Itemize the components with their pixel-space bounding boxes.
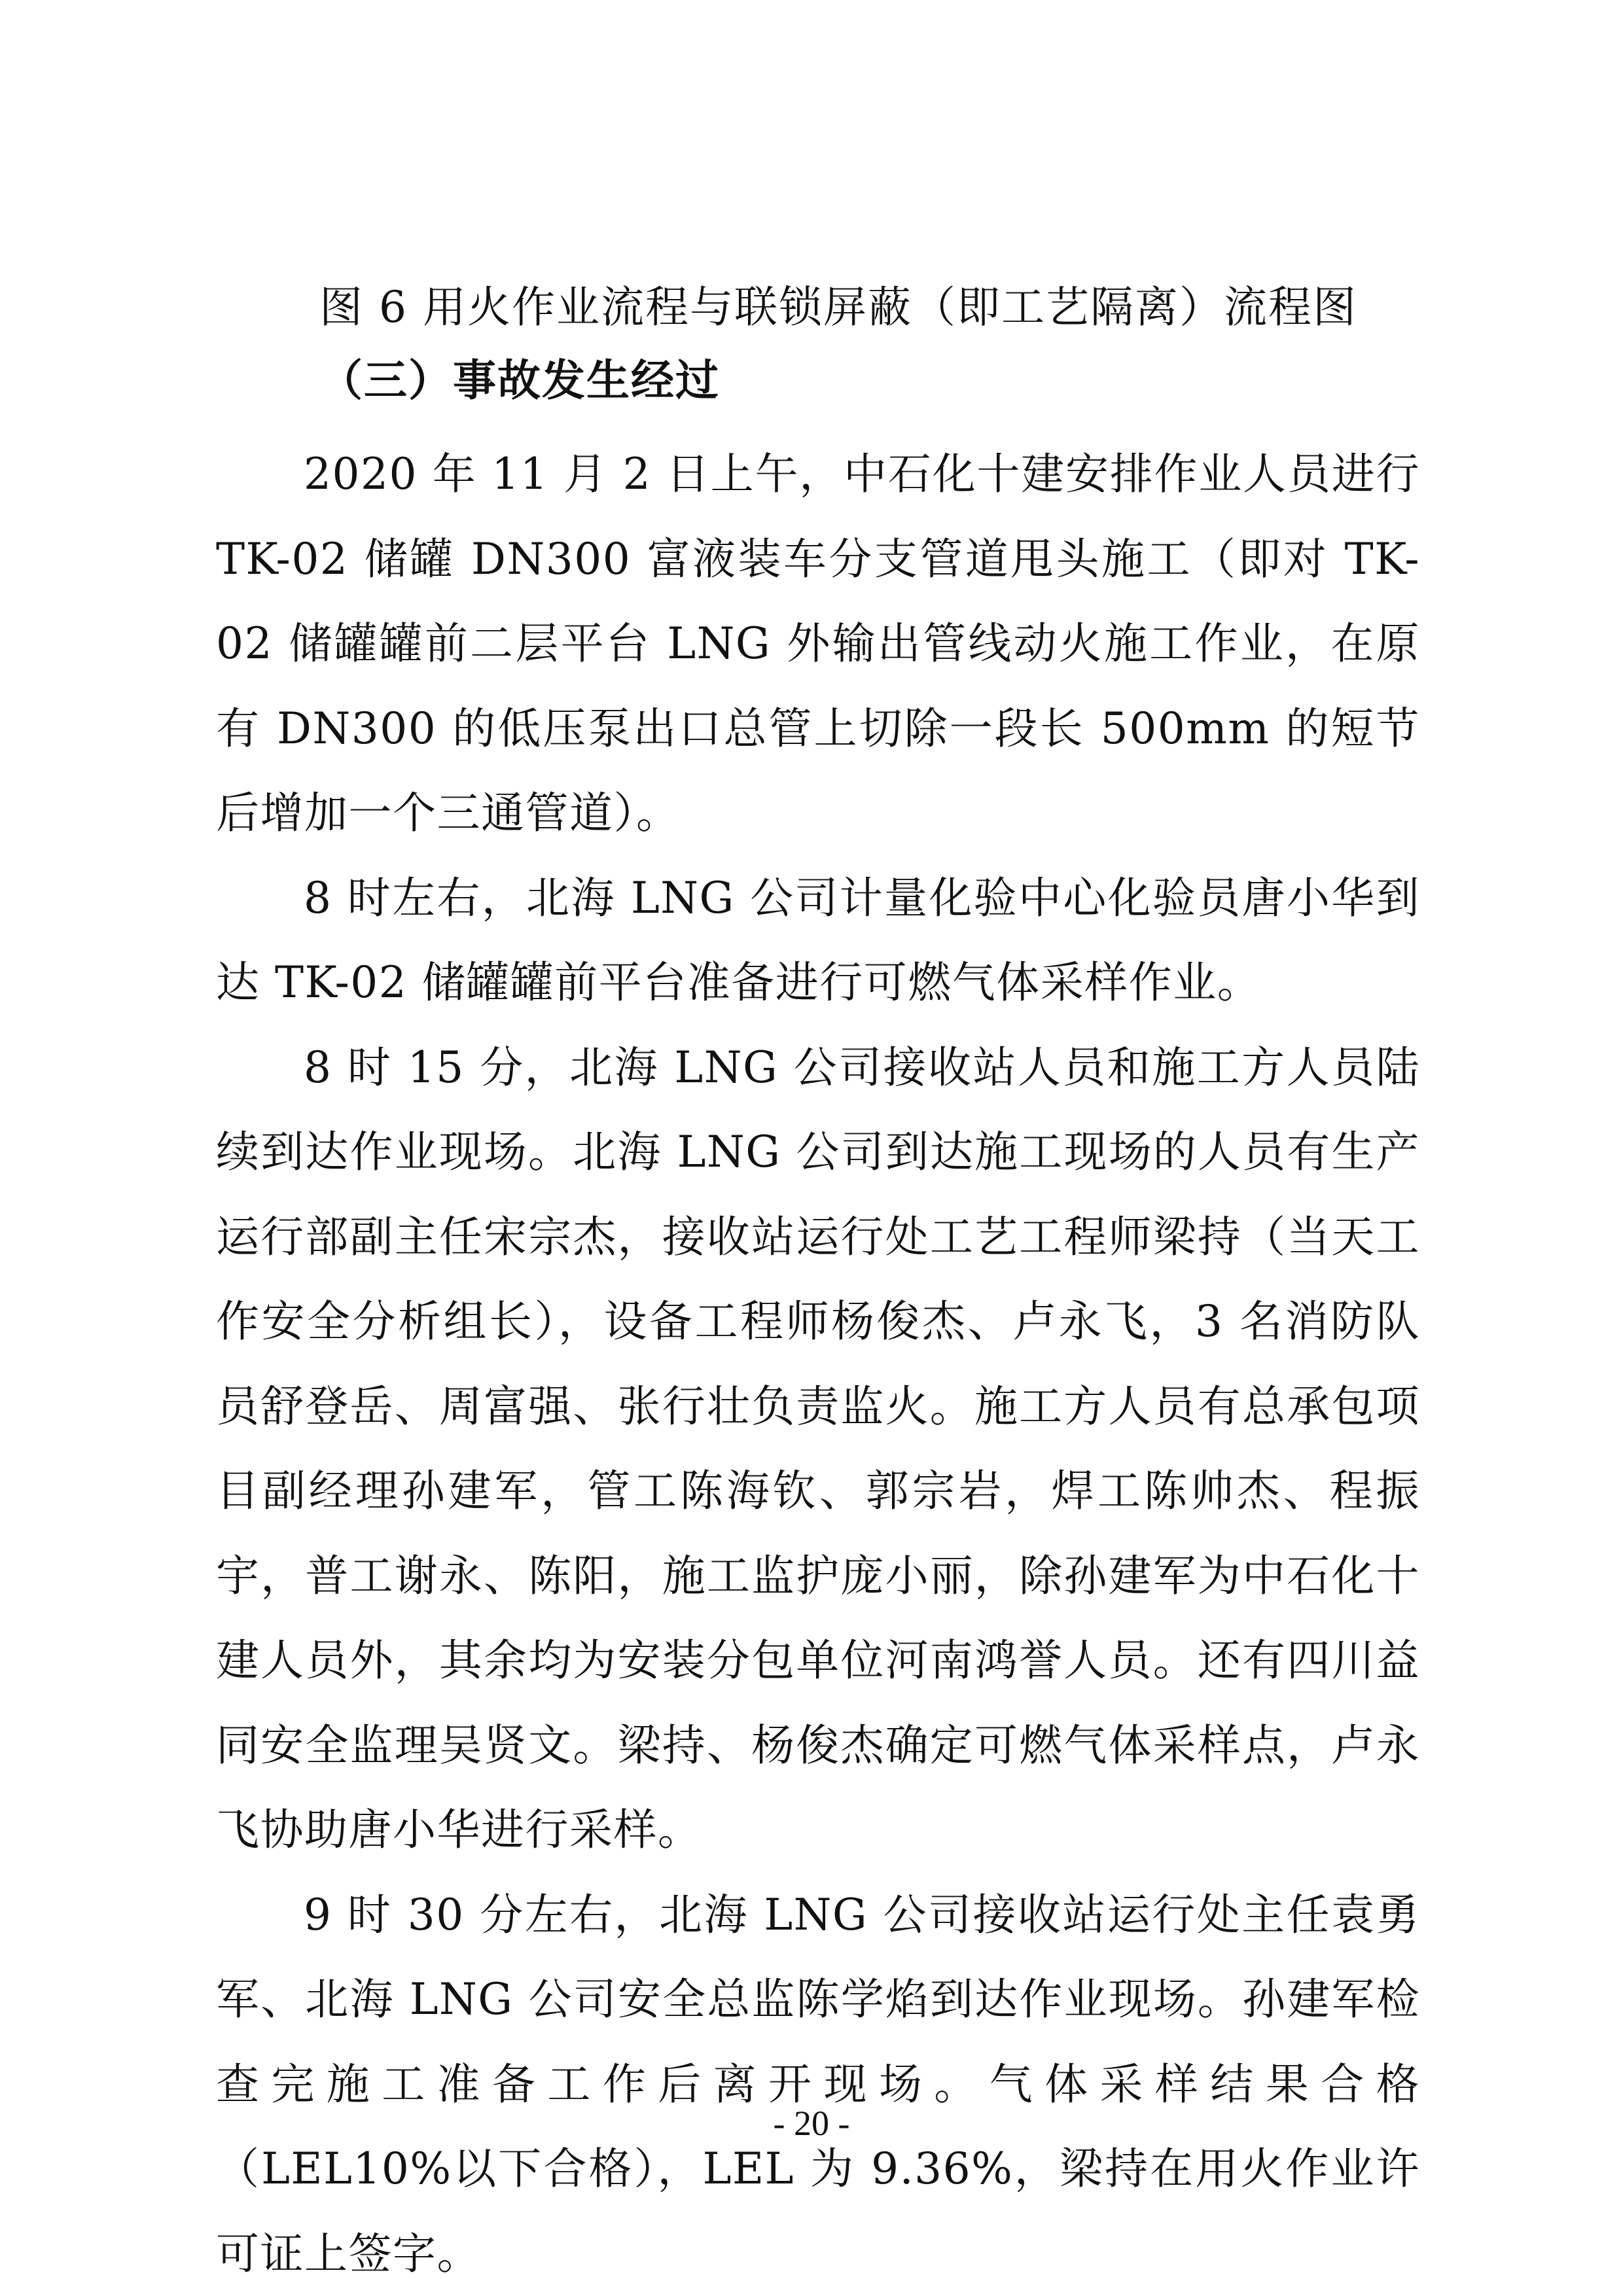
page-number: - 20 - — [0, 2097, 1623, 2149]
paragraph: 9 时 30 分左右，北海 LNG 公司接收站运行处主任袁勇军、北海 LNG 公司安全总监陈学焰到达作业现场。孙建军检查完施工准备工作后离开现场。气体采样结果合格（LEL10%以下合格），LEL 为 9.36%，梁持在用火作业许可证上签字。 — [216, 1873, 1420, 2296]
paragraph: 2020 年 11 月 2 日上午，中石化十建安排作业人员进行 TK-02 储罐 DN300 富液装车分支管道甩头施工（即对 TK-02 储罐罐前二层平台 LNG 外输出管线动火施工作业，在原有 DN300 的低压泵出口总管上切除一段长 500mm 的短节后增加一个三通管道）。 — [216, 432, 1420, 856]
figure-caption: 图 6 用火作业流程与联锁屏蔽（即工艺隔离）流程图 — [319, 275, 1432, 340]
section-heading: （三）事故发生经过 — [319, 348, 720, 414]
body-text — [216, 432, 1420, 2296]
paragraph: 8 时 15 分，北海 LNG 公司接收站人员和施工方人员陆续到达作业现场。北海 LNG 公司到达施工现场的人员有生产运行部副主任宋宗杰，接收站运行处工艺工程师梁持（当天工作安全分析组长），设备工程师杨俊杰、卢永飞，3 名消防队员舒登岳、周富强、张行壮负责监火。施工方人员有总承包项目副经理孙建军，管工陈海钦、郭宗岩，焊工陈帅杰、程振宇，普工谢永、陈阳，施工监护庞小丽，除孙建军为中石化十建人员外，其余均为安装分包单位河南鸿誉人员。还有四川益同安全监理吴贤文。梁持、杨俊杰确定可燃气体采样点，卢永飞协助唐小华进行采样。 — [216, 1025, 1420, 1873]
paragraph: 8 时左右，北海 LNG 公司计量化验中心化验员唐小华到达 TK-02 储罐罐前平台准备进行可燃气体采样作业。 — [216, 856, 1420, 1025]
